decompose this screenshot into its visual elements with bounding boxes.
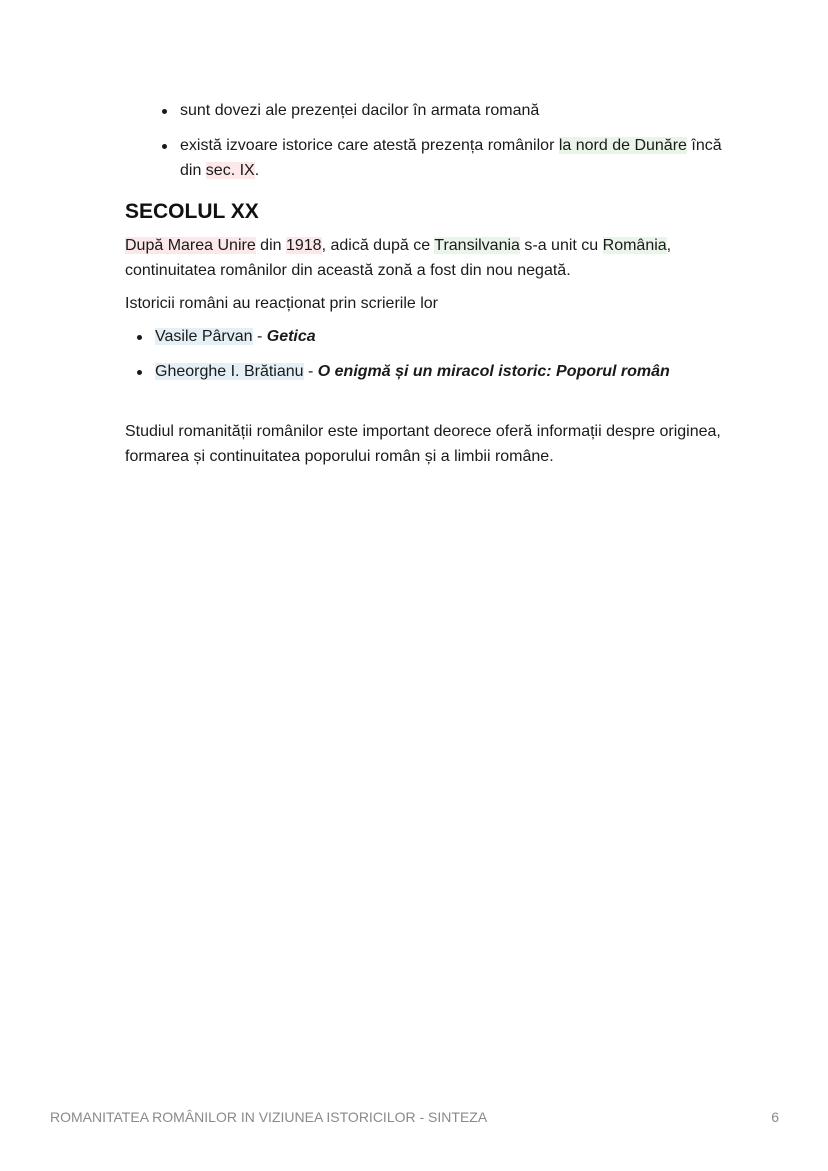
author-name: Vasile Pârvan bbox=[155, 328, 253, 345]
paragraph-text: s-a unit cu bbox=[519, 237, 603, 254]
author-name: Gheorghe I. Brătianu bbox=[155, 363, 304, 380]
list-item bbox=[125, 359, 725, 384]
paragraph-text: din bbox=[255, 237, 286, 254]
list-item-text: încă din bbox=[180, 137, 722, 179]
works-list bbox=[125, 324, 725, 384]
separator: - bbox=[303, 363, 318, 380]
list-item bbox=[125, 324, 725, 349]
highlight-country: România bbox=[602, 237, 667, 254]
work-title: Getica bbox=[266, 328, 316, 345]
list-item-text: există izvoare istorice care atestă prezența românilor bbox=[180, 137, 559, 154]
separator: - bbox=[252, 328, 267, 345]
list-item bbox=[125, 133, 725, 183]
highlight-year: 1918 bbox=[285, 237, 322, 254]
highlight-date: sec. IX bbox=[205, 162, 255, 179]
paragraph-text: , continuitatea românilor din această zonă a fost din nou negată. bbox=[125, 237, 672, 279]
footer-title: ROMANITATEA ROMÂNILOR IN VIZIUNEA ISTORICILOR - SINTEZA bbox=[50, 1109, 488, 1125]
evidence-list bbox=[125, 98, 725, 183]
document-body bbox=[125, 98, 725, 477]
paragraph-text: , adică după ce bbox=[321, 237, 435, 254]
paragraph-conclusion: Studiul romanității românilor este important deorece oferă informații despre originea, formarea și continuitatea poporului român și a limbii române. bbox=[125, 423, 721, 465]
highlight-event: După Marea Unire bbox=[125, 237, 256, 254]
list-item-text: . bbox=[254, 162, 260, 179]
paragraph-historians: Istoricii români au reacționat prin scrierile lor bbox=[125, 295, 438, 312]
highlight-region: Transilvania bbox=[434, 237, 520, 254]
work-title: O enigmă și un miracol istoric: Poporul român bbox=[317, 363, 670, 380]
page-number: 6 bbox=[771, 1109, 779, 1125]
list-item-text: sunt dovezi ale prezenței dacilor în armata romană bbox=[180, 102, 540, 119]
highlight-location: la nord de Dunăre bbox=[558, 137, 687, 154]
paragraph-unire bbox=[125, 233, 725, 283]
section-heading: SECOLUL XX bbox=[125, 200, 259, 223]
list-item bbox=[125, 98, 725, 123]
